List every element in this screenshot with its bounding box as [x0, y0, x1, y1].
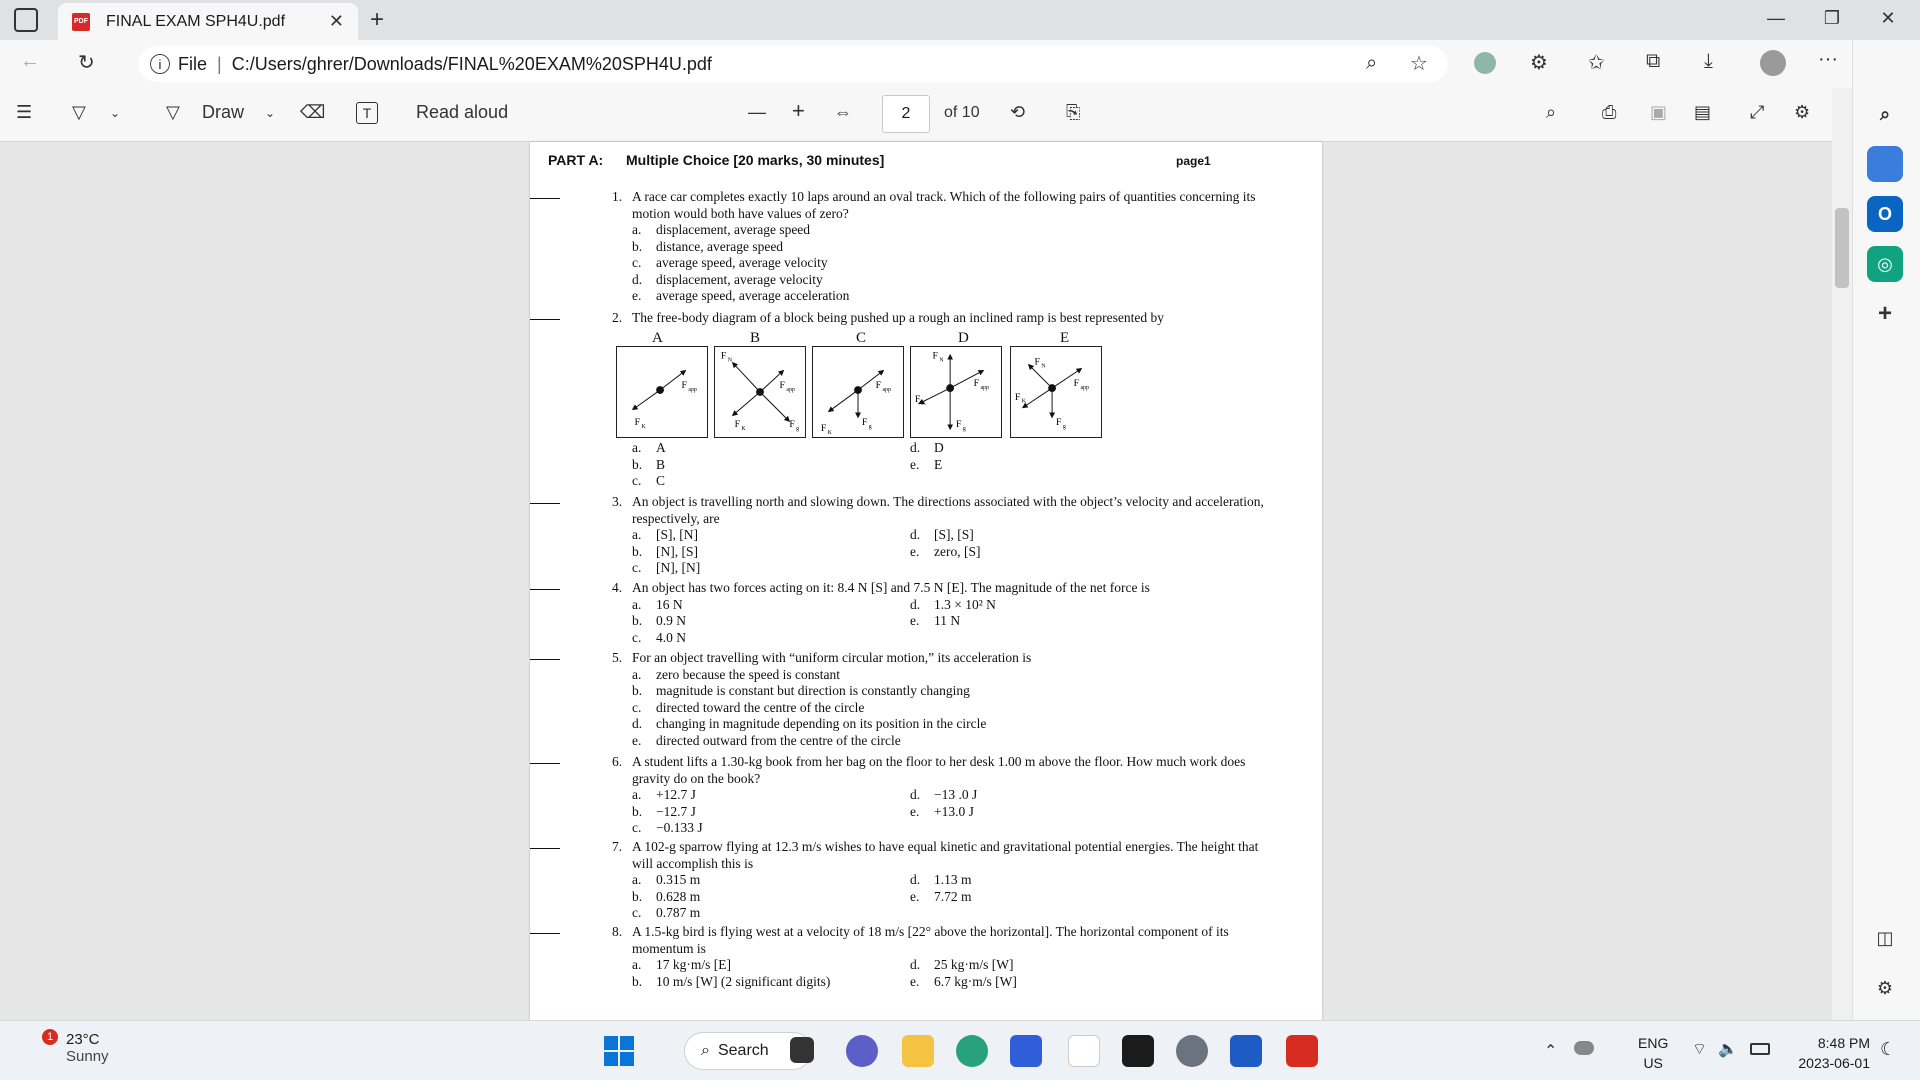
site-info-icon[interactable]: i: [150, 54, 170, 74]
svg-text:F: F: [734, 419, 741, 431]
options: [632, 222, 1272, 305]
task-view-icon[interactable]: [790, 1037, 814, 1063]
fit-page-icon[interactable]: ⇔: [834, 102, 852, 122]
svg-text:F: F: [1073, 378, 1080, 390]
pdf-file-icon: PDF: [72, 13, 90, 31]
option: b. [N], [S]: [632, 543, 698, 559]
answer-blank[interactable]: [530, 848, 560, 849]
answer-blank[interactable]: [530, 933, 560, 934]
text-tool-icon[interactable]: T: [356, 102, 378, 124]
option: c. 4.0 N: [632, 629, 686, 645]
search-label: Search: [717, 1042, 769, 1059]
diagram-b: [714, 346, 806, 438]
question-number: 5.: [612, 650, 623, 665]
draw-button[interactable]: Draw: [202, 102, 245, 122]
option: a. displacement, average speed: [632, 222, 811, 237]
draw-dropdown-icon[interactable]: ⌄: [265, 106, 276, 120]
highlight-dropdown-icon[interactable]: ⌄: [110, 106, 121, 120]
page-number-input[interactable]: 2: [882, 95, 930, 133]
svg-text:K: K: [921, 400, 926, 407]
option: d. [S], [S]: [910, 527, 974, 542]
more-menu-icon[interactable]: ···: [1818, 48, 1838, 70]
option: a. 17 kg·m/s [E]: [632, 957, 731, 972]
svg-text:F: F: [779, 380, 786, 392]
svg-text:g: g: [1062, 424, 1066, 431]
wifi-icon[interactable]: ⌔: [1692, 1041, 1708, 1058]
language-code: ENG: [1638, 1035, 1669, 1051]
search-icon: ⌕: [701, 1042, 710, 1059]
option: d. 1.3 × 10² N: [910, 596, 996, 612]
answer-blank[interactable]: [530, 763, 560, 764]
option: b. magnitude is constant but direction is constantly changing: [632, 683, 970, 698]
edge-icon[interactable]: [956, 1035, 988, 1067]
question-6: [582, 754, 1272, 837]
options: [632, 440, 1272, 490]
svg-text:F: F: [875, 380, 882, 392]
svg-text:app: app: [882, 387, 891, 394]
option: b. 0.628 m: [632, 888, 701, 904]
question-2-options: [582, 440, 1272, 490]
minimize-icon[interactable]: —: [1767, 8, 1785, 28]
svg-text:F: F: [932, 350, 938, 362]
option: c. [N], [N]: [632, 560, 701, 575]
svg-text:app: app: [786, 387, 795, 394]
svg-text:N: N: [939, 357, 944, 364]
option: c. directed toward the centre of the circle: [632, 699, 865, 715]
tab-title: FINAL EXAM SPH4U.pdf: [106, 12, 286, 30]
teams-icon[interactable]: [846, 1035, 878, 1067]
fullscreen-icon[interactable]: ⤢: [1750, 102, 1765, 122]
option: b. B: [632, 456, 666, 472]
answer-blank[interactable]: [530, 198, 560, 199]
weather-condition: Sunny: [66, 1048, 109, 1065]
store-icon[interactable]: [1010, 1035, 1042, 1067]
split-screen-icon[interactable]: ◫: [1876, 927, 1894, 948]
profile-avatar[interactable]: [1760, 50, 1786, 76]
option: c. C: [632, 473, 666, 488]
search-sidebar-icon[interactable]: ⌕: [1879, 103, 1891, 124]
downloads-icon[interactable]: ⤓: [1704, 50, 1713, 72]
input-language[interactable]: [1638, 1033, 1668, 1073]
option: a. +12.7 J: [632, 787, 696, 802]
page-label: page1: [1176, 154, 1211, 168]
zoom-icon[interactable]: ⌕: [1366, 52, 1378, 74]
address-bar[interactable]: [138, 46, 1448, 82]
question-number: 2.: [612, 310, 623, 325]
diagram-label-e: E: [1060, 330, 1070, 346]
tray-overflow-icon[interactable]: ⌃: [1544, 1043, 1558, 1060]
option: a. 0.315 m: [632, 872, 701, 887]
page-view-icon[interactable]: ⎘: [1066, 102, 1081, 122]
svg-text:g: g: [868, 424, 872, 431]
chatgpt-icon[interactable]: ◎: [1867, 246, 1903, 282]
contents-icon[interactable]: ☰: [16, 102, 33, 122]
option: e. average speed, average acceleration: [632, 288, 850, 303]
option: a. 16 N: [632, 596, 683, 612]
url-text: C:/Users/ghrer/Downloads/FINAL%20EXAM%20SPH4U.pdf: [231, 53, 712, 74]
svg-text:F: F: [720, 350, 727, 362]
favorites-icon[interactable]: ✩: [1588, 52, 1605, 74]
options: [632, 597, 1272, 647]
option: e. +13.0 J: [910, 803, 974, 819]
extensions-icon[interactable]: ⚙: [1530, 52, 1548, 74]
svg-text:K: K: [827, 430, 832, 437]
option: b. 10 m/s [W] (2 significant digits): [632, 973, 831, 989]
answer-blank[interactable]: [530, 589, 560, 590]
question-8: [582, 924, 1272, 990]
svg-text:F: F: [681, 380, 688, 392]
page-total: of 10: [944, 104, 980, 121]
back-icon[interactable]: ←: [20, 50, 40, 72]
diagram-label-c: C: [856, 330, 867, 346]
option: e. zero, [S]: [910, 543, 981, 559]
options: [632, 872, 1272, 922]
weather-temp: 23°C: [66, 1031, 100, 1048]
scheme-label: File: [178, 53, 208, 74]
weather-badge: 1: [42, 1029, 58, 1045]
question-stem: The free-body diagram of a block being pushed up a rough an inclined ramp is best represented by: [632, 310, 1164, 325]
svg-text:F: F: [1056, 417, 1062, 429]
svg-text:K: K: [1021, 398, 1026, 405]
svg-text:F: F: [973, 378, 980, 390]
outlook-icon[interactable]: O: [1867, 196, 1903, 232]
svg-text:F: F: [861, 417, 868, 429]
clock-time: 8:48 PM: [1817, 1035, 1870, 1051]
svg-text:K: K: [741, 426, 746, 433]
scrollbar-thumb[interactable]: [1835, 208, 1849, 288]
edge-sidebar: [1852, 40, 1920, 1020]
options: [632, 667, 1272, 750]
restore-icon[interactable]: ❐: [1823, 8, 1841, 28]
add-sidebar-icon[interactable]: +: [1877, 300, 1892, 327]
settings-app-icon[interactable]: [1176, 1035, 1208, 1067]
dropbox-icon[interactable]: [1122, 1035, 1154, 1067]
option: a. zero because the speed is constant: [632, 666, 841, 682]
rotate-icon[interactable]: ⟲: [1010, 102, 1026, 122]
svg-text:F: F: [1014, 391, 1021, 403]
highlight-icon[interactable]: ▽: [72, 102, 86, 122]
erase-icon[interactable]: ⌫: [300, 102, 326, 122]
option: d. D: [910, 440, 944, 455]
question-number: 7.: [612, 839, 623, 854]
pdf-settings-icon[interactable]: ⚙: [1794, 102, 1811, 122]
pdf-page: [530, 142, 1322, 1020]
svg-text:F: F: [634, 417, 641, 429]
print-icon[interactable]: ⎙: [1602, 102, 1617, 122]
svg-text:N: N: [727, 357, 732, 364]
option: d. 1.13 m: [910, 872, 972, 887]
tab-strip: [0, 0, 1920, 40]
svg-text:app: app: [688, 387, 697, 394]
options: [632, 527, 1272, 577]
add-favorite-icon[interactable]: ☆: [1410, 53, 1428, 75]
address-bar-row: [0, 40, 1920, 88]
options: [632, 787, 1272, 837]
draw-icon[interactable]: ▽: [166, 102, 180, 122]
search-pdf-icon[interactable]: ⌕: [1546, 102, 1557, 122]
diagram-c: [812, 346, 904, 438]
option: e. 6.7 kg·m/s [W]: [910, 973, 1017, 989]
taskbar: [0, 1020, 1920, 1080]
question-stem: A student lifts a 1.30-kg book from her bag on the floor to her desk 1.00 m above the floor. How much work does gravity do on the book?: [632, 754, 1246, 786]
read-aloud-button[interactable]: Read aloud: [416, 102, 509, 122]
volume-icon[interactable]: 🔈: [1718, 1041, 1738, 1058]
weather-widget[interactable]: [44, 1031, 109, 1065]
svg-text:app: app: [980, 385, 989, 392]
save-icon[interactable]: ▣: [1650, 102, 1668, 122]
svg-text:F: F: [820, 423, 827, 435]
close-tab-icon[interactable]: ✕: [328, 11, 344, 31]
grammarly-icon[interactable]: [1474, 52, 1496, 74]
diagram-d: [910, 346, 1002, 438]
question-number: 6.: [612, 754, 623, 769]
question-stem: An object is travelling north and slowing down. The directions associated with the object’s velocity and acceleration, respectively, are: [632, 494, 1264, 526]
option: a. A: [632, 440, 666, 455]
section-title: Multiple Choice [20 marks, 30 minutes]: [626, 152, 885, 168]
option: d. changing in magnitude depending on its position in the circle: [632, 716, 987, 731]
option: e. 7.72 m: [910, 888, 972, 904]
question-number: 4.: [612, 580, 623, 595]
answer-blank[interactable]: [530, 319, 560, 320]
svg-text:F: F: [914, 393, 921, 405]
file-explorer-icon[interactable]: [902, 1035, 934, 1067]
answer-blank[interactable]: [530, 503, 560, 504]
svg-text:K: K: [641, 424, 646, 431]
option: b. 0.9 N: [632, 613, 686, 628]
free-body-diagrams: [610, 330, 1110, 440]
battery-icon[interactable]: [1750, 1043, 1770, 1055]
vertical-scrollbar[interactable]: [1832, 88, 1852, 1020]
question-3: [582, 494, 1272, 577]
question-number: 3.: [612, 494, 623, 509]
zoom-out-icon[interactable]: —: [748, 102, 766, 122]
region-code: US: [1643, 1055, 1663, 1071]
option: c. −0.133 J: [632, 820, 703, 835]
option: c. average speed, average velocity: [632, 255, 828, 270]
option: d. 25 kg·m/s [W]: [910, 957, 1014, 972]
pdf-viewer[interactable]: [0, 142, 1832, 1020]
question-number: 1.: [612, 189, 623, 204]
question-stem: A race car completes exactly 10 laps around an oval track. Which of the following pairs of quantities concerning its motion would both have values of zero?: [632, 189, 1256, 221]
question-7: [582, 839, 1272, 922]
start-button[interactable]: [604, 1036, 634, 1066]
address-separator: |: [217, 53, 222, 74]
question-1: [582, 189, 1272, 305]
question-stem: A 102-g sparrow flying at 12.3 m/s wishes to have equal kinetic and gravitational potential energies. The height that will accomplish this is: [632, 839, 1259, 871]
diagram-label-a: A: [652, 330, 663, 346]
svg-text:g: g: [796, 426, 800, 433]
option: e. E: [910, 456, 943, 472]
option: e. 11 N: [910, 613, 961, 628]
new-tab-icon[interactable]: +: [370, 6, 385, 33]
svg-text:F: F: [789, 419, 795, 431]
save-as-icon[interactable]: ▤: [1694, 102, 1712, 122]
option: a. [S], [N]: [632, 527, 698, 542]
diagram-e: [1010, 346, 1102, 438]
diagram-a: [616, 346, 708, 438]
option: b. −12.7 J: [632, 803, 696, 819]
clock-date: 2023-06-01: [1798, 1055, 1870, 1071]
tab-active[interactable]: [58, 3, 358, 40]
question-number: 8.: [612, 924, 623, 939]
clock[interactable]: [1790, 1033, 1870, 1073]
diagram-label-d: D: [958, 330, 969, 346]
option: b. distance, average speed: [632, 238, 784, 254]
svg-text:N: N: [1041, 363, 1046, 370]
question-stem: For an object travelling with “uniform circular motion,” its acceleration is: [632, 650, 1032, 665]
tab-actions-icon[interactable]: [14, 8, 38, 32]
question-5: [582, 650, 1272, 749]
sidebar-settings-icon[interactable]: ⚙: [1876, 977, 1894, 998]
svg-text:F: F: [956, 419, 962, 431]
option: e. directed outward from the centre of the circle: [632, 732, 901, 748]
svg-text:app: app: [1080, 385, 1089, 392]
shopping-icon[interactable]: [1867, 146, 1903, 182]
options: [632, 957, 1272, 990]
refresh-icon[interactable]: ↻: [78, 52, 95, 74]
word-icon[interactable]: [1230, 1035, 1262, 1067]
pdf-app-icon[interactable]: [1286, 1035, 1318, 1067]
part-label: PART A:: [548, 152, 604, 168]
question-4: [582, 580, 1272, 646]
question-stem: An object has two forces acting on it: 8.4 N [S] and 7.5 N [E]. The magnitude of the net force is: [632, 580, 1150, 595]
svg-text:g: g: [962, 426, 966, 433]
close-window-icon[interactable]: ✕: [1880, 8, 1896, 28]
amazon-icon[interactable]: [1068, 1035, 1100, 1067]
option: d. −13 .0 J: [910, 787, 978, 802]
pdf-toolbar: [0, 88, 1920, 142]
answer-blank[interactable]: [530, 659, 560, 660]
onedrive-icon[interactable]: [1574, 1041, 1594, 1055]
zoom-in-icon[interactable]: +: [792, 98, 805, 123]
question-stem: A 1.5-kg bird is flying west at a velocity of 18 m/s [22° above the horizontal]. The horizontal component of its momentum is: [632, 924, 1229, 956]
option: c. 0.787 m: [632, 905, 701, 920]
notifications-icon[interactable]: ☾: [1880, 1039, 1897, 1059]
option: d. displacement, average velocity: [632, 271, 823, 287]
collections-icon[interactable]: ⧉: [1646, 50, 1661, 72]
svg-text:F: F: [1034, 356, 1040, 368]
question-2: [582, 310, 1272, 327]
diagram-label-b: B: [750, 330, 761, 346]
